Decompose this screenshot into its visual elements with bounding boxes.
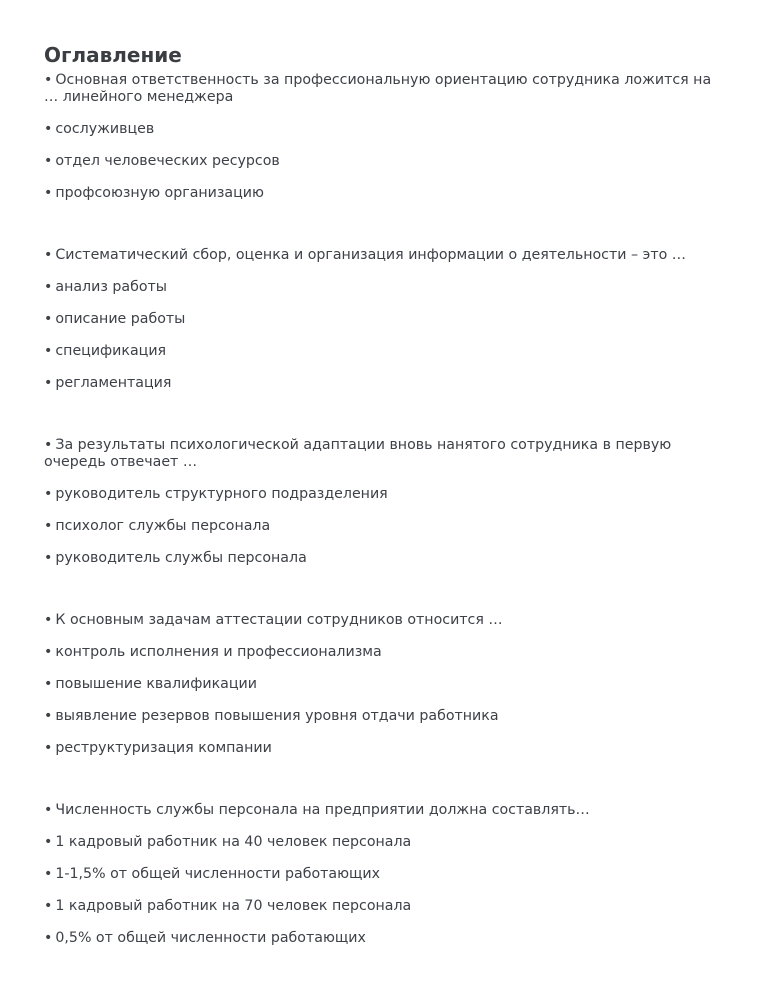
- bullet-icon: •: [44, 247, 53, 263]
- bullet-icon: •: [44, 72, 53, 88]
- bullet-icon: •: [44, 343, 53, 359]
- line-text: описание работы: [55, 311, 186, 327]
- bullet-icon: •: [44, 518, 53, 534]
- answer-option: [44, 121, 728, 138]
- bullet-icon: •: [44, 612, 53, 628]
- question-block: [44, 802, 728, 947]
- answer-option: [44, 740, 728, 757]
- question-text: [44, 437, 728, 471]
- bullet-icon: •: [44, 311, 53, 327]
- line-text: анализ работы: [55, 279, 167, 295]
- answer-option: [44, 676, 728, 693]
- line-text: 0,5% от общей численности работающих: [55, 930, 366, 946]
- answer-option: [44, 930, 728, 947]
- line-text: руководитель структурного подразделения: [55, 486, 388, 502]
- line-text: профсоюзную организацию: [55, 185, 264, 201]
- line-text: Систематический сбор, оценка и организация информации о деятельности – это …: [55, 247, 686, 263]
- line-text: 1 кадровый работник на 40 человек персонала: [55, 834, 412, 850]
- question-block: [44, 72, 728, 202]
- line-text: выявление резервов повышения уровня отдачи работника: [55, 708, 499, 724]
- bullet-icon: •: [44, 550, 53, 566]
- line-text: За результаты психологической адаптации вновь нанятого сотрудника в первую очередь отвечает …: [44, 437, 672, 470]
- bullet-icon: •: [44, 676, 53, 692]
- table-of-contents: [44, 72, 728, 947]
- bullet-icon: •: [44, 644, 53, 660]
- line-text: сослуживцев: [55, 121, 155, 137]
- bullet-icon: •: [44, 930, 53, 946]
- answer-option: [44, 834, 728, 851]
- answer-option: [44, 279, 728, 296]
- answer-option: [44, 343, 728, 360]
- answer-option: [44, 550, 728, 567]
- answer-option: [44, 866, 728, 883]
- bullet-icon: •: [44, 279, 53, 295]
- question-block: [44, 247, 728, 392]
- bullet-icon: •: [44, 185, 53, 201]
- line-text: реструктуризация компании: [55, 740, 272, 756]
- line-text: психолог службы персонала: [55, 518, 271, 534]
- question-block: [44, 437, 728, 567]
- bullet-icon: •: [44, 153, 53, 169]
- page-title: Оглавление: [44, 43, 182, 67]
- line-text: Численность службы персонала на предприятии должна составлять…: [55, 802, 590, 818]
- line-text: 1-1,5% от общей численности работающих: [55, 866, 381, 882]
- answer-option: [44, 486, 728, 503]
- bullet-icon: •: [44, 437, 53, 453]
- question-text: [44, 612, 728, 629]
- line-text: контроль исполнения и профессионализма: [55, 644, 382, 660]
- question-text: [44, 247, 728, 264]
- bullet-icon: •: [44, 834, 53, 850]
- answer-option: [44, 185, 728, 202]
- answer-option: [44, 311, 728, 328]
- line-text: регламентация: [55, 375, 172, 391]
- line-text: К основным задачам аттестации сотрудников относится …: [55, 612, 503, 628]
- question-text: [44, 72, 728, 106]
- answer-option: [44, 375, 728, 392]
- answer-option: [44, 898, 728, 915]
- bullet-icon: •: [44, 898, 53, 914]
- line-text: повышение квалификации: [55, 676, 257, 692]
- line-text: Основная ответственность за профессиональную ориентацию сотрудника ложится на … линейного менеджера: [44, 72, 712, 105]
- bullet-icon: •: [44, 486, 53, 502]
- line-text: отдел человеческих ресурсов: [55, 153, 280, 169]
- bullet-icon: •: [44, 866, 53, 882]
- line-text: спецификация: [55, 343, 167, 359]
- answer-option: [44, 518, 728, 535]
- line-text: руководитель службы персонала: [55, 550, 307, 566]
- answer-option: [44, 153, 728, 170]
- bullet-icon: •: [44, 802, 53, 818]
- answer-option: [44, 644, 728, 661]
- bullet-icon: •: [44, 708, 53, 724]
- answer-option: [44, 708, 728, 725]
- bullet-icon: •: [44, 375, 53, 391]
- bullet-icon: •: [44, 740, 53, 756]
- question-block: [44, 612, 728, 757]
- question-text: [44, 802, 728, 819]
- bullet-icon: •: [44, 121, 53, 137]
- line-text: 1 кадровый работник на 70 человек персонала: [55, 898, 412, 914]
